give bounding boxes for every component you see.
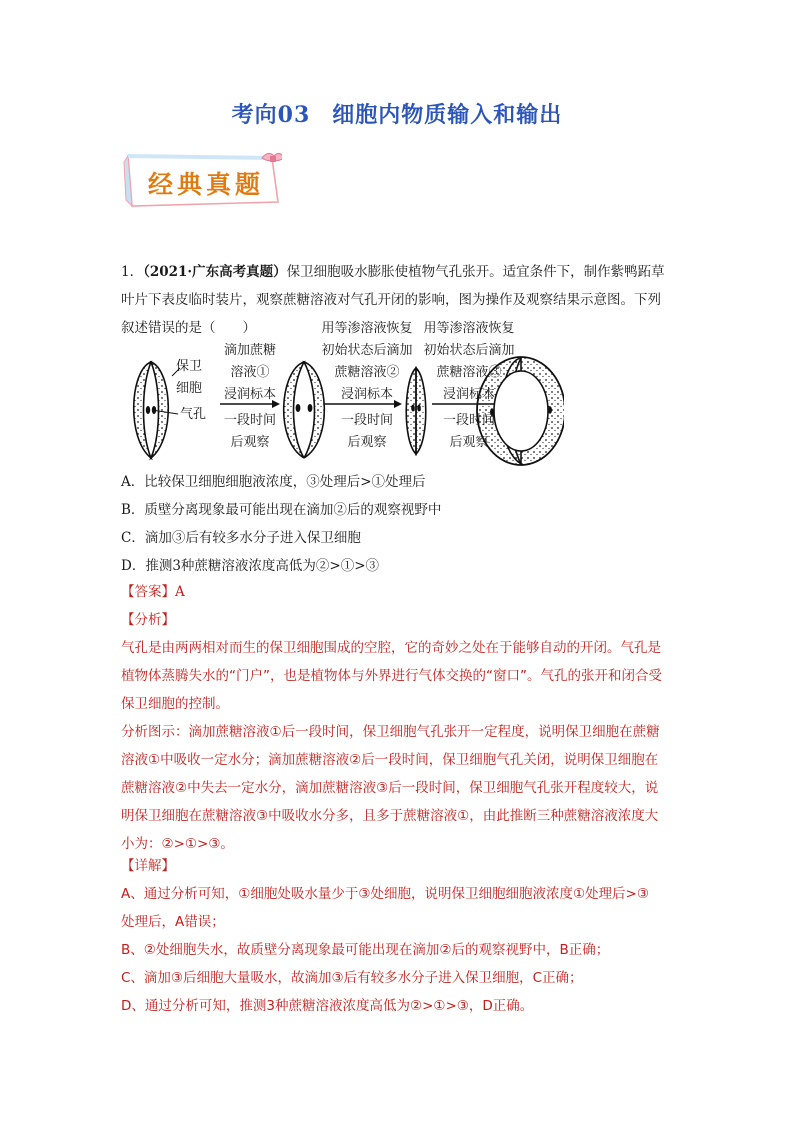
stem-line-2: 叶片下表皮临时装片，观察蔗糖溶液对气孔开闭的影响，图为操作及观察结果示意图。下列 [121, 292, 661, 308]
stem-line-3: 叙述错误的是（ ） [121, 320, 256, 336]
answer-section [121, 578, 681, 858]
detail-section [121, 852, 681, 1020]
detail-body [121, 880, 681, 1020]
title-main: 细胞内物质输入和输出 [332, 102, 563, 128]
answer-options [121, 468, 681, 580]
step-1-text: 滴加蔗糖 溶液① 浸润标本 一段时间 后观察 [223, 343, 276, 450]
stomata-diagram [124, 318, 564, 470]
option-a: A．比较保卫细胞细胞液浓度，③处理后>①处理后 [121, 474, 426, 490]
question-source: （2021·广东高考真题） [143, 264, 287, 280]
analysis-line: 保卫细胞的控制。 [121, 696, 229, 712]
option-b: B．质壁分离现象最可能出现在滴加②后的观察视野中 [121, 502, 442, 518]
step-3-text: 用等渗溶液恢复 初始状态后滴加 蔗糖溶液③ 浸润标本 一段时间 后观察 [423, 321, 515, 450]
analysis-line: 植物体蒸腾失水的“门户”，也是植物体与外界进行气体交换的“窗口”。气孔的张开和闭合受 [121, 668, 662, 684]
detail-line-c: C、滴加③后细胞大量吸水，故滴加③后有较多水分子进入保卫细胞，C正确； [121, 970, 583, 986]
page-title [0, 98, 794, 129]
section-banner [122, 148, 282, 210]
stoma-initial [134, 362, 169, 458]
analysis-line: 气孔是由两两相对而生的保卫细胞围成的空腔，它的奇妙之处在于能够自动的开闭。气孔是 [121, 640, 661, 656]
question-number: 1． [121, 264, 144, 280]
option-c: C．滴加③后有较多水分子进入保卫细胞 [121, 530, 361, 546]
analysis-body [121, 634, 681, 858]
analysis-line: 溶液①中吸收一定水分；滴加蔗糖溶液②后一段时间，保卫细胞气孔关闭，说明保卫细胞在 [121, 752, 659, 768]
analysis-line: 分析图示：滴加蔗糖溶液①后一段时间，保卫细胞气孔张开一定程度，说明保卫细胞在蔗糖 [121, 724, 660, 740]
detail-line-a: A、通过分析可知，①细胞处吸水量少于③处细胞，说明保卫细胞细胞液浓度①处理后>③ [121, 886, 649, 902]
label-guard-cell: 保卫 细胞 [176, 359, 203, 396]
answer-value: A [175, 584, 185, 600]
analysis-line: 明保卫细胞在蔗糖溶液③中吸收水分多，且多于蔗糖溶液①，由此推断三种蔗糖溶液浓度大 [121, 808, 659, 824]
step-2-text: 用等渗溶液恢复 初始状态后滴加 蔗糖溶液② 浸润标本 一段时间 后观察 [321, 321, 413, 450]
analysis-line: 蔗糖溶液②中失去一定水分，滴加蔗糖溶液③后一段时间，保卫细胞气孔张开程度较大，说 [121, 780, 659, 796]
label-stoma: 气孔 [180, 407, 207, 422]
banner-text: 经典真题 [148, 170, 265, 199]
option-d: D．推测3种蔗糖溶液浓度高低为②>①>③ [121, 558, 380, 574]
detail-line-b: B、②处细胞失水，故质壁分离现象最可能出现在滴加②后的观察视野中，B正确； [121, 942, 610, 958]
stem-line-1 [121, 258, 681, 286]
analysis-line: 小为：②>①>③。 [121, 836, 234, 852]
detail-line-d: D、通过分析可知，推测3种蔗糖溶液浓度高低为②>①>③，D正确。 [121, 998, 534, 1014]
title-prefix: 考向03 [231, 102, 311, 128]
detail-tag: 【详解】 [121, 858, 175, 874]
answer-line [121, 578, 681, 606]
answer-tag: 【答案】 [121, 584, 175, 600]
analysis-tag: 【分析】 [121, 612, 175, 628]
stem-text-1: 保卫细胞吸水膨胀使植物气孔张开。适宜条件下，制作紫鸭跖草 [286, 264, 665, 280]
detail-line-a2: 处理后，A错误； [121, 914, 225, 930]
